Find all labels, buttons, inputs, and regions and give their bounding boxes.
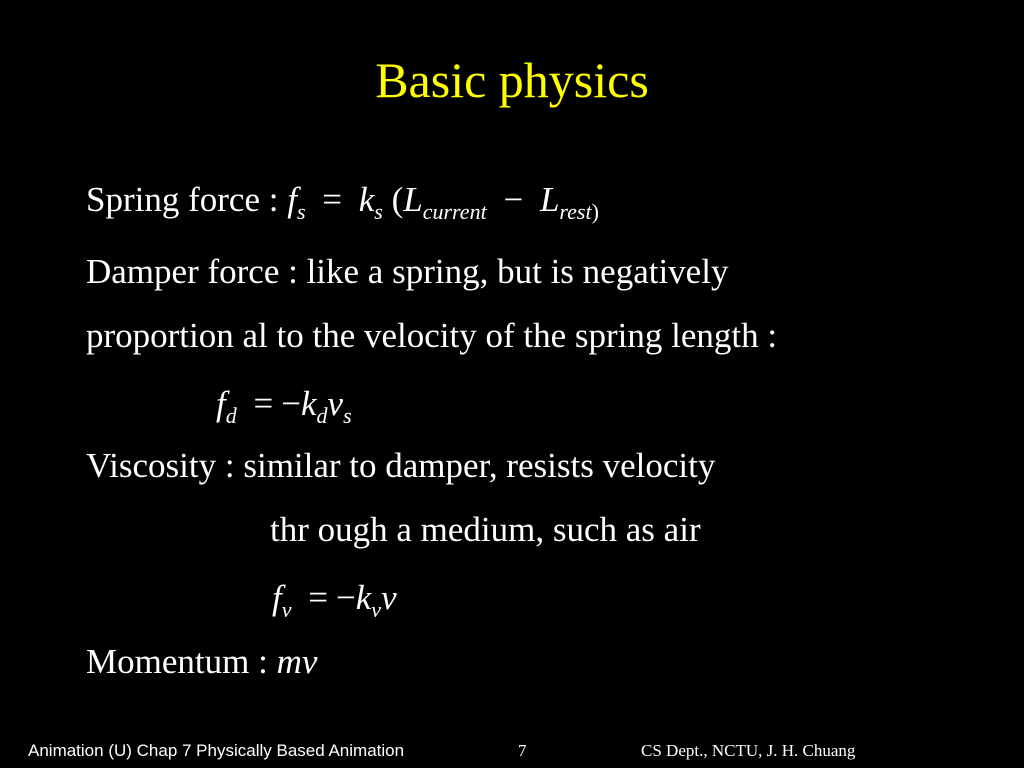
spring-eq-k: k [358,180,375,219]
damper-line-1: Damper force : like a spring, but is negatively [86,252,729,291]
footer-author: CS Dept., NCTU, J. H. Chuang [641,741,856,760]
spring-eq-close-paren: ) [591,199,599,224]
momentum-eq: mv [276,642,318,681]
viscosity-eq-equals: = [308,578,328,617]
damper-eq-f-sub: d [225,403,237,428]
spring-eq-l1-sub: current [422,199,487,224]
damper-eq-k: k [300,384,317,423]
damper-eq-k-sub: d [316,403,328,428]
damper-eq-f: f [216,384,226,423]
viscosity-eq-neg: − [336,578,356,617]
viscosity-line-1: Viscosity : similar to damper, resists velocity [86,446,716,485]
viscosity-eq-f-sub: v [281,597,292,622]
viscosity-eq-f: f [272,578,282,617]
damper-eq-v-sub: s [343,403,352,428]
damper-eq-neg: − [281,384,301,423]
damper-eq-v: v [327,384,344,423]
momentum-line [86,642,317,682]
spring-force-label: Spring force : [86,180,288,219]
viscosity-eq-v: v [381,578,397,617]
viscosity-line-2: thr ough a medium, such as air [270,510,701,549]
spring-eq-minus: − [503,180,524,219]
damper-equation [216,384,352,436]
damper-line-2: proportion al to the velocity of the spring length : [86,316,778,355]
damper-eq-equals: = [253,384,274,423]
viscosity-equation [272,578,397,630]
spring-eq-l2: L [539,180,560,219]
spring-eq-f-sub: s [296,199,306,224]
footer-course-title: Animation (U) Chap 7 Physically Based Animation [28,741,405,760]
spring-eq-l1: L [403,180,423,219]
spring-force-line [86,180,599,232]
footer-page-number: 7 [518,741,527,760]
spring-eq-l2-sub: rest [559,199,592,224]
viscosity-eq-k-sub: v [371,597,382,622]
viscosity-eq-k: k [355,578,372,617]
spring-eq-open-paren: ( [391,180,404,219]
spring-eq-k-sub: s [374,199,383,224]
spring-eq-f: f [287,180,297,219]
spring-eq-equals: = [322,180,342,219]
momentum-label: Momentum : [86,642,277,681]
slide-title: Basic physics [375,52,649,108]
